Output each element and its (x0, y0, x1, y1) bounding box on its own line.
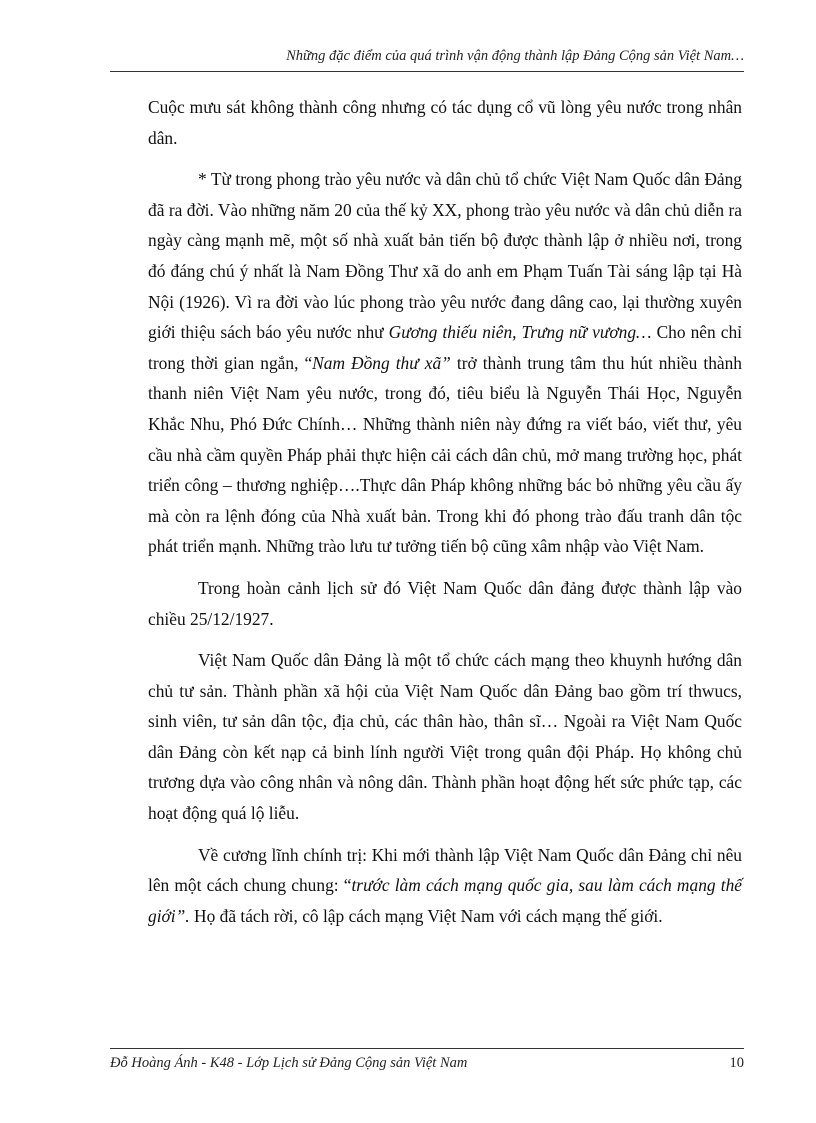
running-title: Những đặc điểm của quá trình vận động thành lập Đảng Cộng sản Việt Nam… (286, 48, 744, 64)
footer-author: Đỗ Hoàng Ánh - K48 - Lớp Lịch sử Đảng Cộng sản Việt Nam (110, 1055, 468, 1071)
paragraph-5-italic-quote: trước làm cách mạng quốc gia, sau làm cách mạng thế giới”. (148, 875, 742, 926)
paragraph-5-text-c: Họ đã tách rời, cô lập cách mạng Việt Nam với cách mạng thế giới. (189, 905, 663, 926)
paragraph-1: Cuộc mưu sát không thành công nhưng có tác dụng cổ vũ lòng yêu nước trong nhân dân. (148, 97, 742, 148)
paragraph-2-text-e: trở thành trung tâm thu hút nhiều thành thanh niên Việt Nam yêu nước, trong đó, tiêu biểu là Nguyễn Thái Học, Nguyễn Khắc Nhu, Phó Đức Chính… Những thành niên này đứng ra viết báo, viết thư, yêu cầu nhà cầm quyền Pháp phải thực hiện cải cách dân chủ, mở mang trường học, phát triển công – thương nghiệp….Thực dân Pháp không những bác bỏ những yêu cầu ấy mà còn ra lệnh đóng của Nhà xuất bản. Trong khi đó phong trào đấu tranh dân tộc phát triển mạnh. Những trào lưu tư tưởng tiến bộ cũng xâm nhập vào Việt Nam. (148, 352, 742, 557)
paragraph-5-text-a: Về cương lĩnh chính trị: Khi mới thành lập Việt Nam Quốc dân Đảng chỉ nêu lên một cách chung chung: “ (148, 844, 742, 896)
page-number: 10 (729, 1055, 744, 1071)
paragraph-2-text-c: Cho nên chỉ trong thời gian ngắn, “ (148, 322, 743, 373)
paragraph-5 (148, 840, 742, 932)
paragraph-2-italic-nam-dong: Nam Đồng thư xã” (312, 352, 451, 373)
paragraph-2-text-a: * Từ trong phong trào yêu nước và dân chủ tổ chức Việt Nam Quốc dân Đảng đã ra đời. Vào những năm 20 của thế kỷ XX, phong trào yêu nước và dân chủ diễn ra ngày càng mạnh mẽ, một số nhà xuất bản tiến bộ được thành lập ở nhiều nơi, trong đó đáng chú ý nhất là Nam Đồng Thư xã do anh em Phạm Tuấn Tài sáng lập tại Hà Nội (1926). Vì ra đời vào lúc phong trào yêu nước đang dâng cao, lại thường xuyên giới thiệu sách báo yêu nước như (148, 169, 742, 343)
paragraph-3: Trong hoàn cảnh lịch sử đó Việt Nam Quốc dân đảng được thành lập vào chiều 25/12/1927. (148, 577, 742, 629)
document-body (148, 92, 742, 942)
paragraph-2 (148, 164, 742, 562)
paragraph-4: Việt Nam Quốc dân Đảng là một tổ chức cách mạng theo khuynh hướng dân chủ tư sản. Thành phần xã hội của Việt Nam Quốc dân Đảng bao gồm trí thwucs, sinh viên, tư sản dân tộc, địa chủ, các thân hào, thân sĩ… Ngoài ra Việt Nam Quốc dân Đảng còn kết nạp cả binh lính người Việt trong quân đội Pháp. Họ không chủ trương dựa vào công nhân và nông dân. Thành phần hoạt động hết sức phức tạp, các hoạt động quá lộ liễu. (148, 650, 742, 824)
page-footer (110, 1048, 744, 1072)
page-header (110, 48, 744, 72)
paragraph-2-italic-titles: Gương thiếu niên, Trưng nữ vương… (388, 322, 652, 343)
